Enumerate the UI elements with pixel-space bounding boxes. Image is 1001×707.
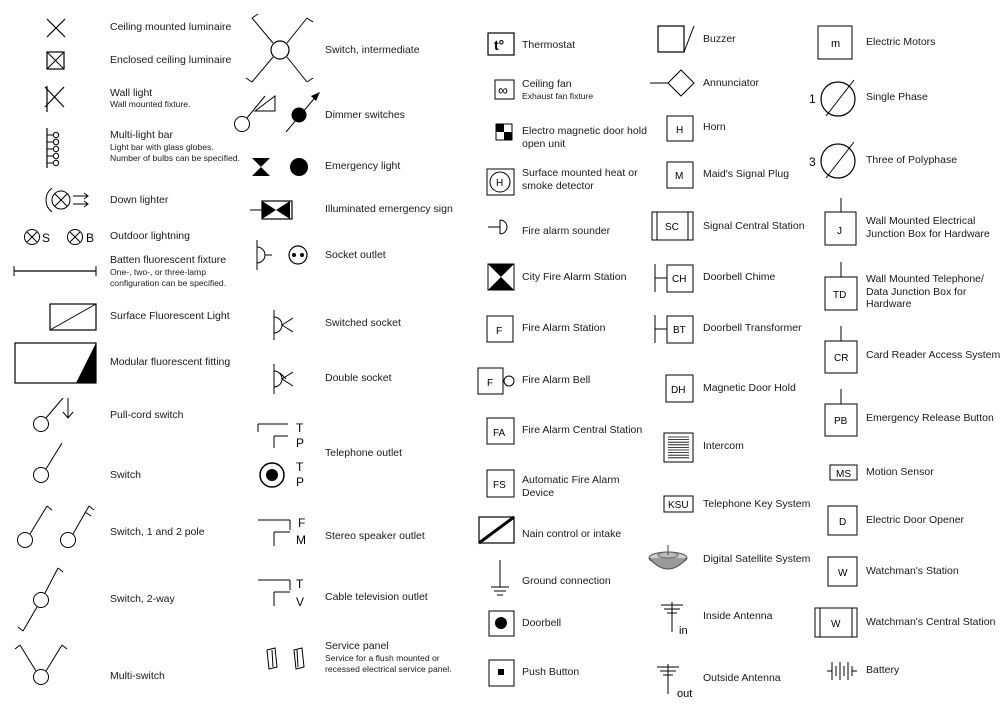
surface-fluorescent-light-label: Surface Fluorescent Light (110, 310, 230, 322)
svg-text:B: B (86, 231, 95, 245)
nain-control-or-intake-label: Nain control or intake (522, 528, 622, 540)
surface-mounted-heat-smoke-detector-label-line-2: smoke detector (522, 180, 594, 192)
push-button-label: Push Button (522, 666, 580, 678)
batten-fluorescent-fixture-description: One-, two-, or three-lamp (110, 267, 206, 277)
telephone-outlet-label: Telephone outlet (325, 447, 403, 459)
service-panel-label: Service panel (325, 640, 389, 652)
ceiling-mounted-luminaire-label: Ceiling mounted luminaire (110, 21, 232, 33)
svg-text:M: M (296, 533, 306, 547)
fire-alarm-bell-label: Fire Alarm Bell (522, 374, 591, 386)
wall-mounted-telephone-data-junction-box-label: Wall Mounted Telephone/ (866, 273, 984, 285)
svg-text:KSU: KSU (668, 500, 689, 511)
watchmans-central-station-label: Watchman's Central Station (866, 616, 996, 628)
switch-2-way-label: Switch, 2-way (110, 593, 175, 605)
wall-mounted-electrical-junction-box-label-line-2: Junction Box for Hardware (866, 228, 990, 240)
switch-label: Switch (110, 469, 141, 481)
surface-mounted-heat-smoke-detector-label: Surface mounted heat or (522, 167, 638, 179)
svg-text:V: V (296, 595, 305, 609)
buzzer-label: Buzzer (703, 33, 736, 45)
automatic-fire-alarm-device-label: Automatic Fire Alarm (522, 474, 620, 486)
svg-text:FA: FA (493, 428, 506, 439)
svg-text:T: T (296, 460, 304, 474)
svg-text:F: F (298, 516, 306, 530)
stereo-speaker-outlet-label: Stereo speaker outlet (325, 530, 425, 542)
illuminated-emergency-sign-label: Illuminated emergency sign (325, 203, 453, 215)
svg-text:3: 3 (809, 155, 816, 169)
three-of-polyphase-label: Three of Polyphase (866, 154, 958, 166)
electro-magnetic-door-hold-label-line-2: open unit (522, 138, 566, 150)
emergency-light-label: Emergency light (325, 160, 401, 172)
svg-text:TD: TD (833, 290, 847, 301)
multi-switch-label: Multi-switch (110, 670, 165, 682)
fire-alarm-station-label: Fire Alarm Station (522, 322, 606, 334)
svg-text:SC: SC (665, 222, 679, 233)
emergency-release-button-label: Emergency Release Button (866, 412, 994, 424)
wall-mounted-telephone-data-junction-box-label-line-3: Hardware (866, 298, 912, 310)
wall-mounted-telephone-data-junction-box-label-line-2: Data Junction Box for (866, 286, 967, 298)
svg-text:T: T (296, 421, 304, 435)
svg-text:CH: CH (672, 274, 687, 285)
switched-socket-label: Switched socket (325, 317, 401, 329)
ground-connection-label: Ground connection (522, 575, 611, 587)
svg-text:P: P (296, 475, 305, 489)
outside-antenna-label: Outside Antenna (703, 672, 781, 684)
single-phase-label: Single Phase (866, 91, 928, 103)
magnetic-door-hold-label: Magnetic Door Hold (703, 382, 796, 394)
multi-light-bar-description: Light bar with glass globes. (110, 142, 214, 152)
down-lighter-label: Down lighter (110, 194, 169, 206)
wall-light-label: Wall light (110, 87, 153, 99)
maids-signal-plug-label: Maid's Signal Plug (703, 168, 790, 180)
svg-text:F: F (487, 378, 494, 389)
svg-text:F: F (496, 326, 503, 337)
svg-text:CR: CR (834, 353, 849, 364)
pull-cord-switch-label: Pull-cord switch (110, 409, 184, 421)
telephone-key-system-label: Telephone Key System (703, 498, 811, 510)
ceiling-fan-description: Exhaust fan fixture (522, 91, 594, 101)
electro-magnetic-door-hold-label: Electro magnetic door hold (522, 125, 647, 137)
multi-light-bar-label: Multi-light bar (110, 129, 174, 141)
motion-sensor-label: Motion Sensor (866, 466, 934, 478)
digital-satellite-system-label: Digital Satellite System (703, 553, 811, 565)
switch-1-2-pole-label: Switch, 1 and 2 pole (110, 526, 205, 538)
svg-text:S: S (42, 231, 51, 245)
svg-text:m: m (831, 38, 841, 50)
svg-text:W: W (831, 619, 841, 630)
svg-text:MS: MS (836, 469, 851, 480)
svg-text:T: T (296, 577, 304, 591)
switch-intermediate-label: Switch, intermediate (325, 44, 420, 56)
svg-text:BT: BT (673, 325, 686, 336)
ceiling-fan-label: Ceiling fan (522, 78, 572, 90)
svg-text:∞: ∞ (498, 82, 508, 98)
wall-mounted-electrical-junction-box-label: Wall Mounted Electrical (866, 215, 976, 227)
inside-antenna-label: Inside Antenna (703, 610, 773, 622)
doorbell-chime-label: Doorbell Chime (703, 271, 776, 283)
doorbell-label: Doorbell (522, 617, 562, 629)
svg-text:H: H (676, 125, 684, 136)
outdoor-lightning-label: Outdoor lightning (110, 230, 190, 242)
wall-light-description: Wall mounted fixture. (110, 99, 191, 109)
annunciator-label: Annunciator (703, 77, 760, 89)
modular-fluorescent-fitting-label: Modular fluorescent fitting (110, 356, 231, 368)
enclosed-ceiling-luminaire-label: Enclosed ceiling luminaire (110, 54, 232, 66)
batten-fluorescent-fixture-description: configuration can be specified. (110, 278, 227, 288)
svg-text:DH: DH (671, 385, 686, 396)
cable-television-outlet-label: Cable television outlet (325, 591, 428, 603)
fire-alarm-central-station-label: Fire Alarm Central Station (522, 424, 643, 436)
svg-text:W: W (838, 568, 848, 579)
thermostat-label: Thermostat (522, 39, 576, 51)
svg-text:PB: PB (834, 416, 848, 427)
svg-text:1: 1 (809, 92, 816, 106)
svg-text:out: out (677, 688, 693, 700)
doorbell-transformer-label: Doorbell Transformer (703, 322, 802, 334)
city-fire-alarm-station-label: City Fire Alarm Station (522, 271, 627, 283)
svg-text:J: J (837, 226, 842, 237)
dimmer-switches-label: Dimmer switches (325, 109, 405, 121)
battery-label: Battery (866, 664, 900, 676)
watchmans-station-label: Watchman's Station (866, 565, 959, 577)
svg-text:H: H (496, 178, 504, 189)
svg-text:in: in (679, 625, 688, 637)
svg-text:t°: t° (494, 37, 505, 53)
electric-door-opener-label: Electric Door Opener (866, 514, 965, 526)
multi-light-bar-description: Number of bulbs can be specified. (110, 153, 240, 163)
automatic-fire-alarm-device-label-line-2: Device (522, 487, 555, 499)
fire-alarm-sounder-label: Fire alarm sounder (522, 225, 611, 237)
socket-outlet-label: Socket outlet (325, 249, 386, 261)
svg-text:P: P (296, 436, 305, 450)
signal-central-station-label: Signal Central Station (703, 220, 805, 232)
service-panel-description: Service for a flush mounted or (325, 653, 440, 663)
double-socket-label: Double socket (325, 372, 392, 384)
svg-text:M: M (675, 171, 684, 182)
horn-label: Horn (703, 121, 726, 133)
intercom-label: Intercom (703, 440, 744, 452)
svg-text:FS: FS (493, 480, 506, 491)
card-reader-access-system-label: Card Reader Access System (866, 349, 1001, 361)
batten-fluorescent-fixture-label: Batten fluorescent fixture (110, 254, 227, 266)
svg-text:D: D (839, 517, 847, 528)
electric-motors-label: Electric Motors (866, 36, 936, 48)
service-panel-description: recessed electrical service panel. (325, 664, 452, 674)
